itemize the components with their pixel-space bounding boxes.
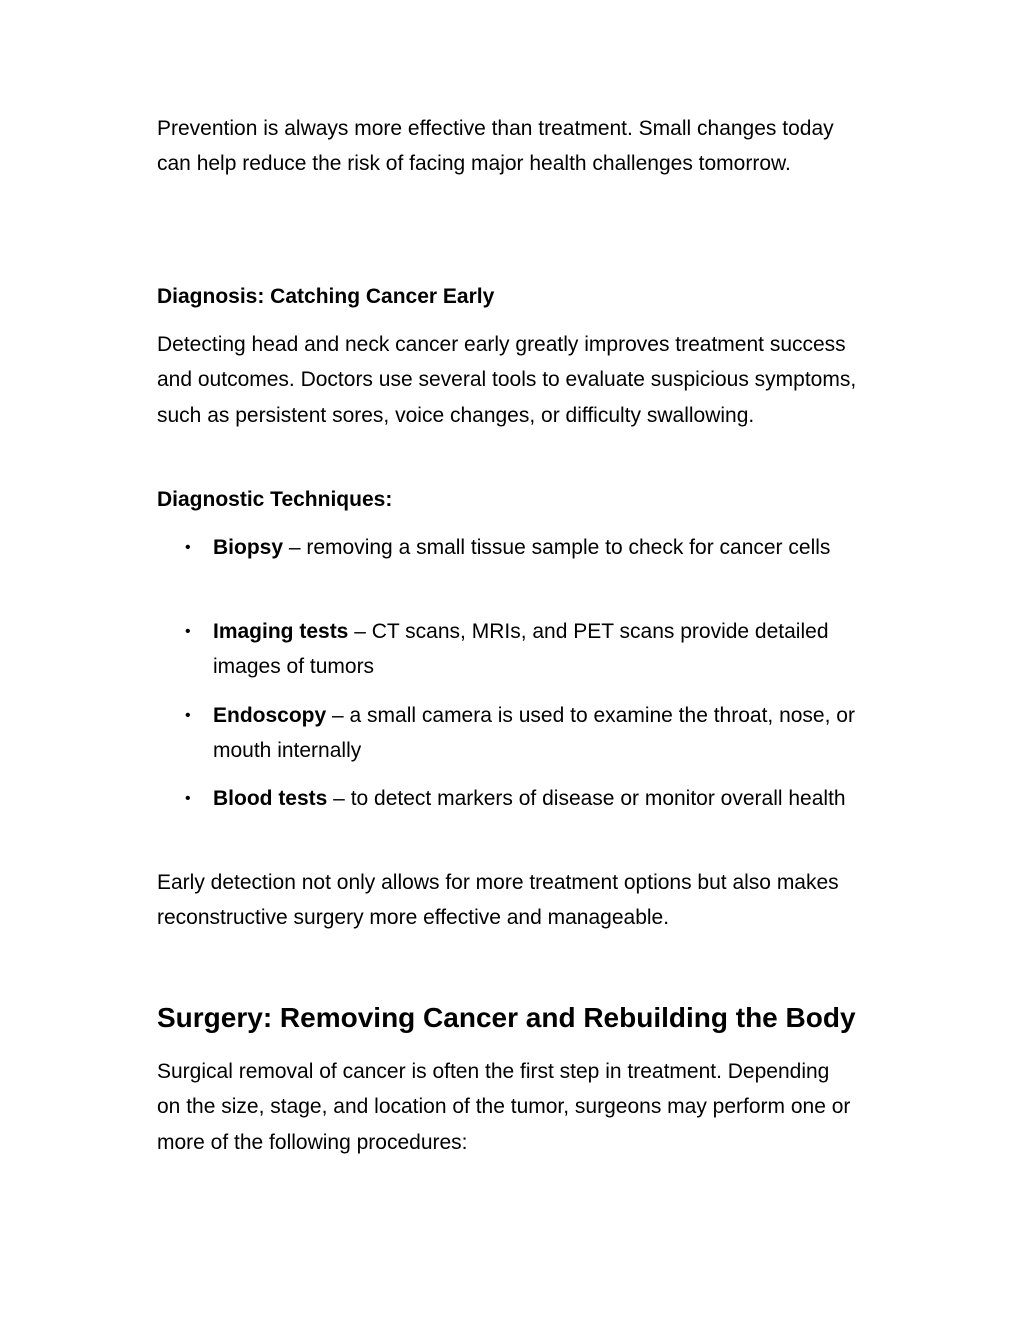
diagnosis-heading: Diagnosis: Catching Cancer Early — [157, 285, 495, 308]
techniques-heading: Diagnostic Techniques: — [157, 488, 393, 511]
bullet-icon: • — [185, 707, 191, 724]
list-item-term: Endoscopy — [213, 704, 327, 727]
bullet-icon: • — [185, 539, 191, 556]
list-item-term: Imaging tests — [213, 620, 349, 643]
list-item-text — [213, 698, 863, 769]
list-item-text — [213, 781, 863, 816]
closing-paragraph: Early detection not only allows for more treatment options but also makes reconstructive surgery more effective and manageable. — [157, 871, 839, 930]
list-item-text — [213, 530, 863, 565]
list-item-desc: – removing a small tissue sample to check for cancer cells — [283, 536, 831, 559]
surgery-heading: Surgery: Removing Cancer and Rebuilding the Body — [157, 1002, 856, 1033]
bullet-icon: • — [185, 790, 191, 807]
bullet-icon: • — [185, 623, 191, 640]
diagnosis-paragraph: Detecting head and neck cancer early greatly improves treatment success and outcomes. Doctors use several tools to evaluate suspicious symptoms, such as persistent sores, voice changes, or difficulty swallowing. — [157, 333, 857, 427]
list-item-desc: – to detect markers of disease or monitor overall health — [327, 787, 846, 810]
list-item-term: Biopsy — [213, 536, 284, 559]
list-item-text — [213, 614, 863, 685]
list-item-desc: – a small camera is used to examine the throat, nose, or mouth internally — [213, 704, 855, 763]
intro-paragraph: Prevention is always more effective than treatment. Small changes today can help reduce the risk of facing major health challenges tomorrow. — [157, 117, 834, 176]
list-item-term: Blood tests — [213, 787, 328, 810]
list-item-desc: – CT scans, MRIs, and PET scans provide detailed images of tumors — [213, 620, 829, 679]
surgery-paragraph: Surgical removal of cancer is often the first step in treatment. Depending on the size, stage, and location of the tumor, surgeons may perform one or more of the following procedures: — [157, 1060, 851, 1154]
